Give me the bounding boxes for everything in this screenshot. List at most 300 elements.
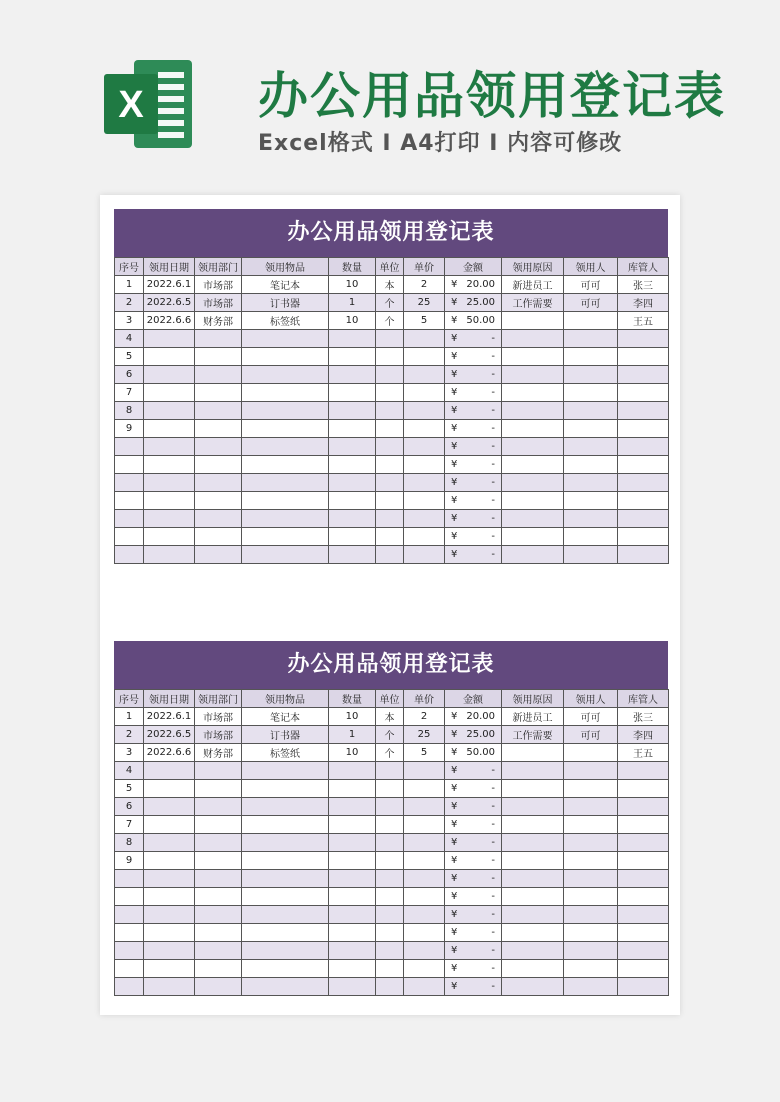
cell-department[interactable] [195,510,242,528]
cell-item[interactable] [242,546,329,564]
cell-keeper[interactable]: 王五 [618,312,669,330]
cell-recipient[interactable] [564,870,618,888]
cell-quantity[interactable] [329,546,376,564]
cell-keeper[interactable] [618,978,669,996]
cell-reason[interactable] [502,402,564,420]
cell-keeper[interactable] [618,456,669,474]
cell-date[interactable] [144,330,195,348]
cell-keeper[interactable] [618,366,669,384]
cell-quantity[interactable] [329,420,376,438]
cell-unit[interactable] [376,762,404,780]
cell-unit[interactable] [376,942,404,960]
cell-department[interactable] [195,834,242,852]
cell-department[interactable] [195,798,242,816]
cell-index[interactable] [115,438,144,456]
cell-date[interactable] [144,420,195,438]
cell-date[interactable] [144,870,195,888]
cell-amount[interactable] [445,438,502,456]
cell-unit[interactable]: 个 [376,744,404,762]
cell-quantity[interactable] [329,834,376,852]
cell-amount[interactable] [445,942,502,960]
cell-department[interactable] [195,924,242,942]
cell-amount[interactable] [445,456,502,474]
cell-item[interactable] [242,456,329,474]
cell-keeper[interactable] [618,762,669,780]
cell-recipient[interactable] [564,906,618,924]
cell-item[interactable]: 标签纸 [242,744,329,762]
cell-item[interactable]: 订书器 [242,294,329,312]
cell-reason[interactable]: 新进员工 [502,708,564,726]
cell-index[interactable]: 6 [115,798,144,816]
cell-reason[interactable] [502,924,564,942]
cell-date[interactable]: 2022.6.6 [144,744,195,762]
cell-unit[interactable] [376,852,404,870]
cell-amount[interactable] [445,420,502,438]
cell-keeper[interactable] [618,960,669,978]
cell-unit-price[interactable] [404,798,445,816]
cell-unit[interactable] [376,402,404,420]
cell-keeper[interactable] [618,852,669,870]
cell-recipient[interactable]: 可可 [564,294,618,312]
cell-amount[interactable] [445,546,502,564]
cell-item[interactable] [242,402,329,420]
cell-department[interactable] [195,942,242,960]
cell-department[interactable] [195,780,242,798]
cell-quantity[interactable]: 10 [329,708,376,726]
cell-recipient[interactable] [564,528,618,546]
cell-unit[interactable]: 本 [376,708,404,726]
cell-keeper[interactable] [618,402,669,420]
cell-index[interactable]: 4 [115,330,144,348]
cell-unit[interactable] [376,348,404,366]
cell-quantity[interactable] [329,384,376,402]
cell-keeper[interactable] [618,330,669,348]
cell-quantity[interactable] [329,870,376,888]
cell-quantity[interactable] [329,780,376,798]
cell-date[interactable] [144,492,195,510]
cell-recipient[interactable] [564,942,618,960]
cell-quantity[interactable] [329,330,376,348]
cell-item[interactable] [242,366,329,384]
cell-index[interactable] [115,474,144,492]
cell-recipient[interactable] [564,402,618,420]
cell-department[interactable] [195,474,242,492]
cell-reason[interactable] [502,780,564,798]
cell-index[interactable]: 5 [115,780,144,798]
cell-department[interactable] [195,978,242,996]
cell-item[interactable] [242,510,329,528]
cell-quantity[interactable] [329,816,376,834]
cell-unit-price[interactable]: 5 [404,312,445,330]
cell-index[interactable] [115,456,144,474]
cell-item[interactable] [242,348,329,366]
cell-reason[interactable] [502,456,564,474]
cell-index[interactable] [115,546,144,564]
cell-quantity[interactable] [329,366,376,384]
cell-date[interactable] [144,438,195,456]
cell-amount[interactable] [445,726,502,744]
cell-unit-price[interactable] [404,942,445,960]
cell-unit[interactable] [376,366,404,384]
cell-item[interactable] [242,798,329,816]
cell-amount[interactable] [445,708,502,726]
cell-index[interactable] [115,906,144,924]
cell-quantity[interactable] [329,762,376,780]
cell-reason[interactable]: 工作需要 [502,294,564,312]
cell-index[interactable]: 3 [115,744,144,762]
cell-department[interactable] [195,852,242,870]
cell-reason[interactable] [502,474,564,492]
cell-reason[interactable] [502,366,564,384]
cell-unit-price[interactable] [404,906,445,924]
cell-department[interactable] [195,402,242,420]
cell-item[interactable] [242,330,329,348]
cell-quantity[interactable] [329,906,376,924]
cell-keeper[interactable] [618,888,669,906]
cell-unit-price[interactable] [404,978,445,996]
cell-unit-price[interactable] [404,492,445,510]
cell-recipient[interactable]: 可可 [564,708,618,726]
cell-unit[interactable] [376,960,404,978]
cell-department[interactable]: 市场部 [195,276,242,294]
cell-recipient[interactable] [564,474,618,492]
cell-recipient[interactable] [564,492,618,510]
cell-department[interactable] [195,492,242,510]
cell-quantity[interactable]: 10 [329,312,376,330]
cell-quantity[interactable] [329,438,376,456]
cell-keeper[interactable]: 王五 [618,744,669,762]
cell-item[interactable] [242,780,329,798]
cell-item[interactable] [242,834,329,852]
cell-keeper[interactable] [618,384,669,402]
cell-unit[interactable] [376,978,404,996]
cell-reason[interactable] [502,978,564,996]
cell-recipient[interactable] [564,888,618,906]
cell-unit-price[interactable] [404,474,445,492]
cell-quantity[interactable] [329,510,376,528]
cell-date[interactable]: 2022.6.6 [144,312,195,330]
cell-index[interactable]: 1 [115,276,144,294]
cell-unit[interactable] [376,492,404,510]
cell-amount[interactable] [445,294,502,312]
cell-department[interactable]: 财务部 [195,744,242,762]
cell-department[interactable] [195,870,242,888]
cell-index[interactable]: 8 [115,834,144,852]
cell-quantity[interactable]: 1 [329,726,376,744]
cell-unit-price[interactable]: 25 [404,726,445,744]
cell-amount[interactable] [445,384,502,402]
cell-date[interactable] [144,510,195,528]
cell-item[interactable] [242,438,329,456]
cell-index[interactable]: 3 [115,312,144,330]
cell-reason[interactable] [502,348,564,366]
cell-index[interactable] [115,924,144,942]
cell-unit-price[interactable] [404,402,445,420]
cell-keeper[interactable] [618,438,669,456]
cell-recipient[interactable] [564,456,618,474]
cell-reason[interactable] [502,906,564,924]
cell-keeper[interactable]: 李四 [618,294,669,312]
cell-amount[interactable] [445,348,502,366]
cell-department[interactable]: 市场部 [195,726,242,744]
cell-quantity[interactable] [329,888,376,906]
cell-index[interactable]: 2 [115,726,144,744]
cell-unit-price[interactable] [404,366,445,384]
cell-quantity[interactable] [329,924,376,942]
cell-unit-price[interactable] [404,888,445,906]
cell-keeper[interactable] [618,492,669,510]
cell-date[interactable] [144,888,195,906]
cell-date[interactable] [144,546,195,564]
cell-unit-price[interactable]: 25 [404,294,445,312]
cell-reason[interactable] [502,312,564,330]
cell-amount[interactable] [445,978,502,996]
cell-date[interactable] [144,960,195,978]
cell-index[interactable] [115,888,144,906]
cell-unit[interactable] [376,834,404,852]
cell-reason[interactable] [502,816,564,834]
cell-quantity[interactable]: 10 [329,276,376,294]
cell-date[interactable] [144,906,195,924]
cell-unit-price[interactable] [404,852,445,870]
cell-recipient[interactable]: 可可 [564,276,618,294]
cell-keeper[interactable] [618,546,669,564]
cell-department[interactable] [195,366,242,384]
cell-date[interactable] [144,852,195,870]
cell-unit[interactable] [376,438,404,456]
cell-amount[interactable] [445,492,502,510]
cell-amount[interactable] [445,330,502,348]
cell-recipient[interactable] [564,546,618,564]
cell-item[interactable] [242,978,329,996]
cell-quantity[interactable] [329,978,376,996]
cell-recipient[interactable] [564,510,618,528]
cell-quantity[interactable] [329,798,376,816]
cell-keeper[interactable] [618,816,669,834]
cell-index[interactable]: 9 [115,420,144,438]
cell-quantity[interactable]: 1 [329,294,376,312]
cell-index[interactable] [115,960,144,978]
cell-index[interactable] [115,528,144,546]
cell-department[interactable] [195,888,242,906]
cell-reason[interactable] [502,744,564,762]
cell-amount[interactable] [445,762,502,780]
cell-department[interactable]: 市场部 [195,294,242,312]
cell-recipient[interactable] [564,330,618,348]
cell-item[interactable] [242,870,329,888]
cell-quantity[interactable] [329,474,376,492]
cell-reason[interactable]: 工作需要 [502,726,564,744]
cell-unit[interactable] [376,906,404,924]
cell-department[interactable] [195,348,242,366]
cell-date[interactable] [144,366,195,384]
cell-recipient[interactable] [564,348,618,366]
cell-amount[interactable] [445,312,502,330]
cell-unit[interactable] [376,474,404,492]
cell-reason[interactable] [502,438,564,456]
cell-item[interactable] [242,942,329,960]
cell-item[interactable]: 笔记本 [242,276,329,294]
cell-item[interactable] [242,906,329,924]
cell-reason[interactable] [502,492,564,510]
cell-keeper[interactable] [618,780,669,798]
cell-reason[interactable]: 新进员工 [502,276,564,294]
cell-department[interactable] [195,456,242,474]
cell-recipient[interactable] [564,816,618,834]
cell-keeper[interactable]: 张三 [618,276,669,294]
cell-date[interactable] [144,942,195,960]
cell-unit-price[interactable] [404,960,445,978]
cell-unit[interactable] [376,780,404,798]
cell-date[interactable]: 2022.6.1 [144,276,195,294]
cell-keeper[interactable]: 张三 [618,708,669,726]
cell-unit[interactable]: 个 [376,726,404,744]
cell-amount[interactable] [445,816,502,834]
cell-keeper[interactable] [618,942,669,960]
cell-unit-price[interactable] [404,330,445,348]
cell-recipient[interactable] [564,852,618,870]
cell-amount[interactable] [445,744,502,762]
cell-item[interactable] [242,528,329,546]
cell-quantity[interactable] [329,960,376,978]
cell-amount[interactable] [445,402,502,420]
cell-quantity[interactable] [329,348,376,366]
cell-unit-price[interactable] [404,816,445,834]
cell-index[interactable] [115,492,144,510]
cell-quantity[interactable] [329,852,376,870]
cell-unit-price[interactable]: 5 [404,744,445,762]
cell-department[interactable] [195,438,242,456]
cell-index[interactable]: 5 [115,348,144,366]
cell-amount[interactable] [445,474,502,492]
cell-unit[interactable]: 个 [376,312,404,330]
cell-unit[interactable]: 本 [376,276,404,294]
cell-unit[interactable] [376,528,404,546]
cell-quantity[interactable] [329,528,376,546]
cell-unit-price[interactable] [404,510,445,528]
cell-unit[interactable] [376,888,404,906]
cell-department[interactable] [195,816,242,834]
cell-reason[interactable] [502,528,564,546]
cell-item[interactable] [242,420,329,438]
cell-unit[interactable] [376,546,404,564]
cell-department[interactable] [195,762,242,780]
cell-reason[interactable] [502,960,564,978]
cell-amount[interactable] [445,780,502,798]
cell-index[interactable] [115,870,144,888]
cell-unit[interactable] [376,384,404,402]
cell-date[interactable] [144,816,195,834]
cell-item[interactable] [242,384,329,402]
cell-unit-price[interactable] [404,528,445,546]
cell-unit[interactable] [376,798,404,816]
cell-date[interactable] [144,834,195,852]
cell-reason[interactable] [502,330,564,348]
cell-unit-price[interactable]: 2 [404,276,445,294]
cell-recipient[interactable] [564,798,618,816]
cell-recipient[interactable] [564,366,618,384]
cell-amount[interactable] [445,870,502,888]
cell-unit-price[interactable] [404,420,445,438]
cell-recipient[interactable] [564,924,618,942]
cell-reason[interactable] [502,762,564,780]
cell-item[interactable] [242,816,329,834]
cell-unit-price[interactable] [404,384,445,402]
cell-date[interactable] [144,456,195,474]
cell-department[interactable] [195,906,242,924]
cell-reason[interactable] [502,888,564,906]
cell-unit-price[interactable]: 2 [404,708,445,726]
cell-unit-price[interactable] [404,870,445,888]
cell-department[interactable] [195,384,242,402]
cell-amount[interactable] [445,510,502,528]
cell-reason[interactable] [502,834,564,852]
cell-unit[interactable] [376,816,404,834]
cell-quantity[interactable] [329,456,376,474]
cell-quantity[interactable] [329,942,376,960]
cell-item[interactable] [242,492,329,510]
cell-amount[interactable] [445,528,502,546]
cell-item[interactable] [242,960,329,978]
cell-department[interactable] [195,528,242,546]
cell-date[interactable]: 2022.6.5 [144,294,195,312]
cell-date[interactable] [144,798,195,816]
cell-reason[interactable] [502,870,564,888]
cell-amount[interactable] [445,906,502,924]
cell-unit-price[interactable] [404,546,445,564]
cell-recipient[interactable] [564,438,618,456]
cell-date[interactable] [144,402,195,420]
cell-amount[interactable] [445,852,502,870]
cell-department[interactable] [195,546,242,564]
cell-unit-price[interactable] [404,438,445,456]
cell-date[interactable] [144,924,195,942]
cell-recipient[interactable] [564,384,618,402]
cell-keeper[interactable] [618,348,669,366]
cell-date[interactable]: 2022.6.5 [144,726,195,744]
cell-department[interactable]: 财务部 [195,312,242,330]
cell-index[interactable]: 6 [115,366,144,384]
cell-date[interactable] [144,978,195,996]
cell-reason[interactable] [502,798,564,816]
cell-unit-price[interactable] [404,456,445,474]
cell-index[interactable]: 8 [115,402,144,420]
cell-keeper[interactable] [618,420,669,438]
cell-unit[interactable] [376,456,404,474]
cell-reason[interactable] [502,546,564,564]
cell-keeper[interactable] [618,510,669,528]
cell-date[interactable] [144,348,195,366]
cell-quantity[interactable] [329,402,376,420]
cell-reason[interactable] [502,510,564,528]
cell-recipient[interactable] [564,762,618,780]
cell-date[interactable] [144,384,195,402]
cell-department[interactable] [195,420,242,438]
cell-item[interactable] [242,888,329,906]
cell-reason[interactable] [502,384,564,402]
cell-reason[interactable] [502,852,564,870]
cell-keeper[interactable] [618,474,669,492]
cell-index[interactable]: 7 [115,816,144,834]
cell-date[interactable]: 2022.6.1 [144,708,195,726]
cell-unit-price[interactable] [404,348,445,366]
cell-item[interactable] [242,762,329,780]
cell-index[interactable]: 1 [115,708,144,726]
cell-reason[interactable] [502,942,564,960]
cell-keeper[interactable] [618,870,669,888]
cell-unit[interactable] [376,870,404,888]
cell-index[interactable]: 2 [115,294,144,312]
